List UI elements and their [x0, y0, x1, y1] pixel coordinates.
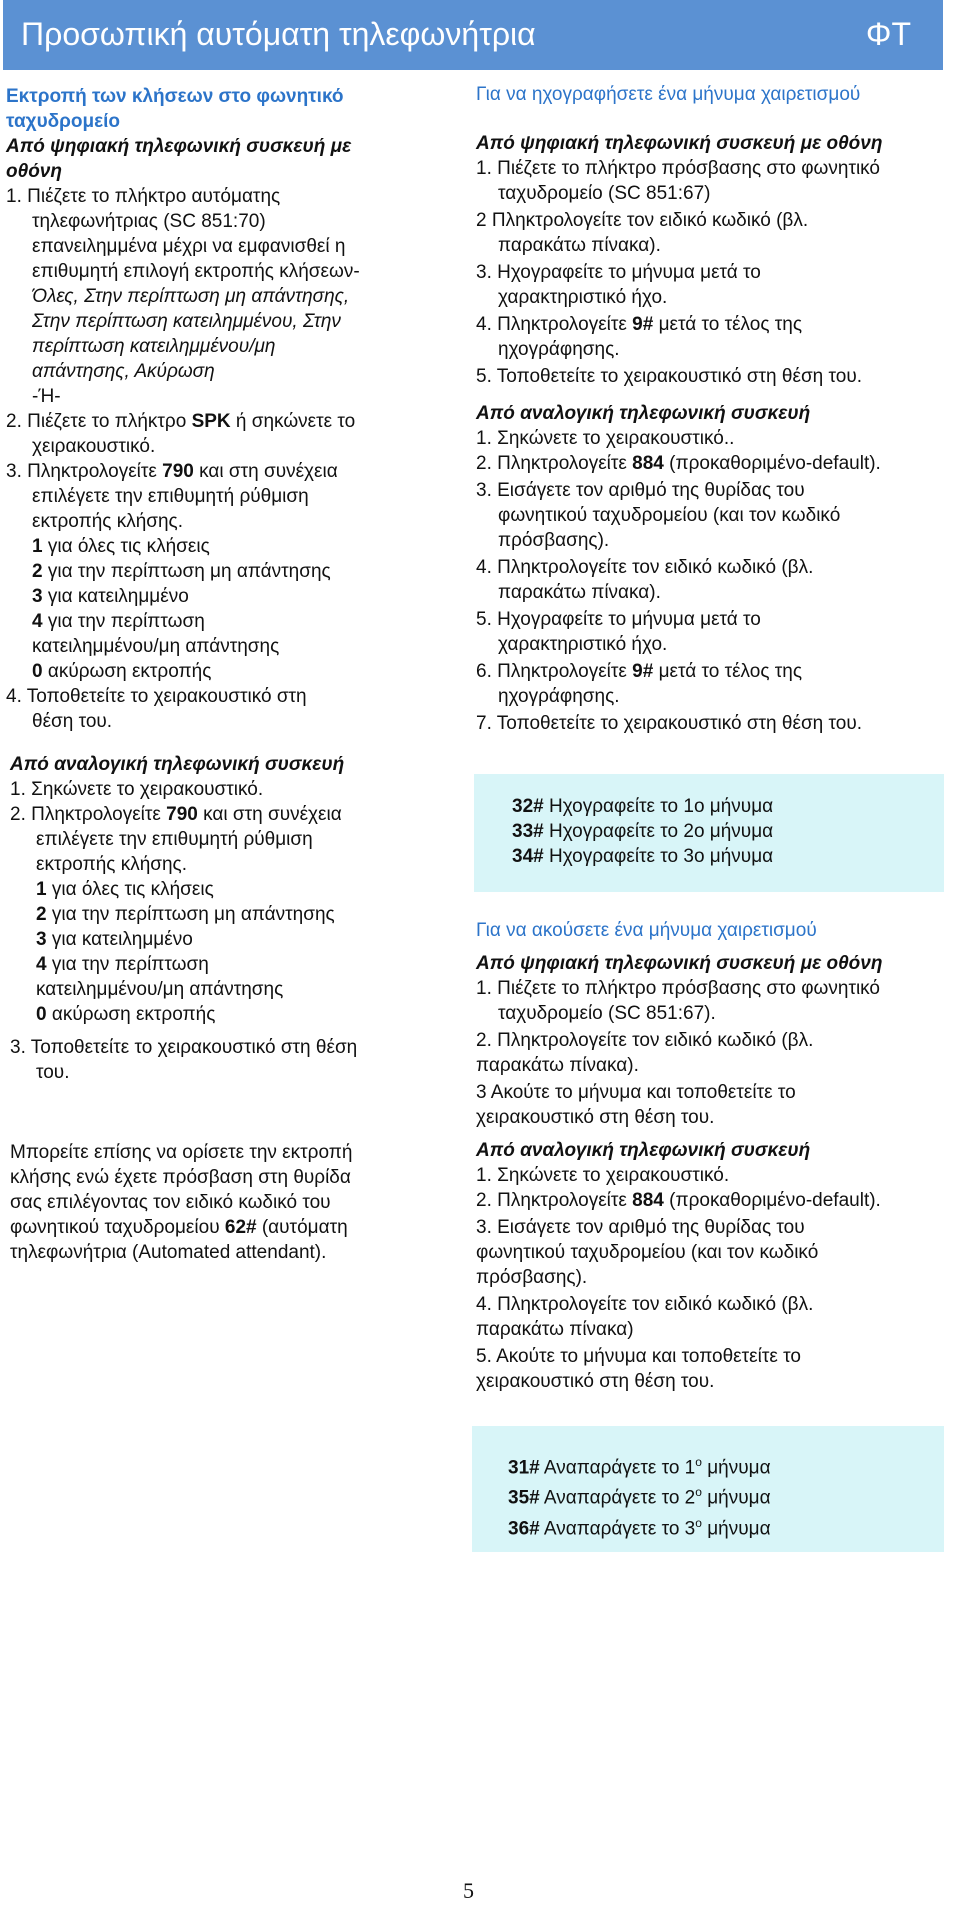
step-text: 1. Σηκώνετε το χειρακουστικό.. — [476, 428, 735, 449]
step-text: πρόσβασης). — [476, 1267, 588, 1288]
step-text: ηχογράφησης. — [498, 339, 620, 360]
step-text: 4. Πληκτρολογείτε τον ειδικό κωδικό (βλ. — [476, 557, 814, 578]
code-row: 31# Αναπαράγετε το $1^o$ μήνυμα — [508, 1455, 771, 1479]
section-title: Για να ηχογραφήσετε ένα μήνυμα χαιρετισμού — [476, 84, 861, 105]
step-text: 3. Πληκτρολογείτε 790 και στη συνέχεια — [6, 461, 338, 482]
step-text: 5. Τοποθετείτε το χειρακουστικό στη θέση του. — [476, 366, 862, 387]
section-code: ΦΤ — [865, 16, 911, 52]
step-text: παρακάτω πίνακα). — [498, 582, 661, 603]
step-text: 1. Πιέζετε το πλήκτρο πρόσβασης στο φωνητικό — [476, 978, 881, 999]
step-text: εκτροπής κλήσης. — [36, 854, 187, 875]
note-text: φωνητικού ταχυδρομείου 62# (αυτόματη — [10, 1217, 348, 1238]
step-text: 4. Πληκτρολογείτε 9# μετά το τέλος της — [476, 314, 802, 335]
playback-codes-table — [472, 1426, 944, 1552]
record-codes-table — [474, 774, 944, 892]
right-column-record — [476, 82, 946, 736]
step-text: χαρακτηριστικό ήχο. — [498, 287, 668, 308]
step-text: 3 Ακούτε το μήνυμα και τοποθετείτε το — [476, 1082, 796, 1103]
step-text: 1. Σηκώνετε το χειρακουστικό. — [10, 779, 264, 800]
subsection-title: Από ψηφιακή τηλεφωνική συσκευή με οθόνη — [476, 133, 883, 154]
step-text: παρακάτω πίνακα). — [476, 1055, 639, 1076]
option-text: 3 για κατειλημμένο — [36, 929, 193, 950]
option-text: 3 για κατειλημμένο — [32, 586, 189, 607]
step-text: 3. Εισάγετε τον αριθμό της θυρίδας του — [476, 480, 805, 501]
step-text: χειρακουστικό στη θέση του. — [476, 1371, 715, 1392]
subsection-title: Από ψηφιακή τηλεφωνική συσκευή με οθόνη — [476, 953, 883, 974]
option-text: 1 για όλες τις κλήσεις — [32, 536, 210, 557]
step-text: 3. Εισάγετε τον αριθμό της θυρίδας του — [476, 1217, 805, 1238]
option-text: 0 ακύρωση εκτροπής — [36, 1004, 216, 1025]
subsection-title: Από αναλογική τηλεφωνική συσκευή — [10, 754, 345, 775]
section-title: Για να ακούσετε ένα μήνυμα χαιρετισμού — [476, 920, 817, 941]
subsection-title: Από ψηφιακή τηλεφωνική συσκευή με — [6, 136, 352, 157]
step-text: 2. Πιέζετε το πλήκτρο SPK ή σηκώνετε το — [6, 411, 356, 432]
step-text: ταχυδρομείο (SC 851:67) — [498, 183, 711, 204]
right-column-listen — [476, 918, 946, 1394]
step-text: χαρακτηριστικό ήχο. — [498, 634, 668, 655]
subsection-title: Από αναλογική τηλεφωνική συσκευή — [476, 403, 811, 424]
note-text: κλήσης ενώ έχετε πρόσβαση στη θυρίδα — [10, 1167, 351, 1188]
step-text: χειρακουστικό στη θέση του. — [476, 1107, 715, 1128]
option-text: 0 ακύρωση εκτροπής — [32, 661, 212, 682]
left-note — [10, 1140, 450, 1265]
page-number: 5 — [463, 1878, 474, 1903]
subsection-title: Από αναλογική τηλεφωνική συσκευή — [476, 1140, 811, 1161]
step-text: απάντησης, Ακύρωση — [32, 361, 215, 382]
step-text: 2 Πληκτρολογείτε τον ειδικό κωδικό (βλ. — [476, 210, 809, 231]
step-text: επιθυμητή επιλογή εκτροπής κλήσεων- — [32, 261, 360, 282]
step-text: τηλεφωνήτριας (SC 851:70) — [32, 211, 266, 232]
option-text: 2 για την περίπτωση μη απάντησης — [36, 904, 335, 925]
step-text: 3. Ηχογραφείτε το μήνυμα μετά το — [476, 262, 761, 283]
step-text: 6. Πληκτρολογείτε 9# μετά το τέλος της — [476, 661, 802, 682]
section-title: Εκτροπή των κλήσεων στο φωνητικό — [6, 86, 344, 107]
step-text: φωνητικού ταχυδρομείου (και τον κωδικό — [476, 1242, 819, 1263]
step-text: Στην περίπτωση κατειλημμένου, Στην — [32, 311, 341, 332]
page-header — [3, 0, 943, 70]
step-text: περίπτωση κατειλημμένου/μη — [32, 336, 276, 357]
section-title: ταχυδρομείο — [6, 111, 121, 132]
step-text: παρακάτω πίνακα) — [476, 1319, 634, 1340]
step-text: πρόσβασης). — [498, 530, 610, 551]
option-text: 1 για όλες τις κλήσεις — [36, 879, 214, 900]
step-text: χειρακουστικό. — [32, 436, 156, 457]
step-text: 5. Ηχογραφείτε το μήνυμα μετά το — [476, 609, 761, 630]
step-text: 5. Ακούτε το μήνυμα και τοποθετείτε το — [476, 1346, 801, 1367]
option-text: 4 για την περίπτωση — [36, 954, 209, 975]
note-text: σας επιλέγοντας τον ειδικό κωδικό του — [10, 1192, 331, 1213]
step-text: του. — [36, 1062, 70, 1083]
option-text: 4 για την περίπτωση — [32, 611, 205, 632]
step-text: ηχογράφησης. — [498, 686, 620, 707]
step-text: 2. Πληκτρολογείτε 884 (προκαθοριμένο-default). — [476, 1190, 881, 1211]
note-text: Μπορείτε επίσης να ορίσετε την εκτροπή — [10, 1142, 353, 1163]
code-row: 32# Ηχογραφείτε το 1ο μήνυμα — [512, 796, 774, 817]
left-column — [6, 84, 446, 734]
step-text: 7. Τοποθετείτε το χειρακουστικό στη θέση του. — [476, 713, 862, 734]
subsection-title: οθόνη — [6, 161, 62, 182]
step-text: φωνητικού ταχυδρομείου (και τον κωδικό — [498, 505, 841, 526]
step-text: επανειλημμένα μέχρι να εμφανισθεί η — [32, 236, 346, 257]
step-text: επιλέγετε την επιθυμητή ρύθμιση — [36, 829, 313, 850]
step-text: 2. Πληκτρολογείτε 884 (προκαθοριμένο-default). — [476, 453, 881, 474]
page-title: Προσωπική αυτόματη τηλεφωνήτρια — [21, 16, 536, 52]
step-text: ταχυδρομείο (SC 851:67). — [498, 1003, 716, 1024]
option-text: κατειλημμένου/μη απάντησης — [36, 979, 284, 1000]
left-column-analog — [10, 752, 450, 1085]
step-text: θέση του. — [32, 711, 113, 732]
step-text: 4. Τοποθετείτε το χειρακουστικό στη — [6, 686, 307, 707]
note-text: τηλεφωνήτρια (Automated attendant). — [10, 1242, 327, 1263]
code-row: 35# Αναπαράγετε το $2^o$ μήνυμα — [508, 1485, 771, 1509]
step-text: 1. Πιέζετε το πλήκτρο πρόσβασης στο φωνητικό — [476, 158, 881, 179]
step-text: 2. Πληκτρολογείτε 790 και στη συνέχεια — [10, 804, 342, 825]
code-row: 33# Ηχογραφείτε το 2ο μήνυμα — [512, 821, 774, 842]
step-text: 2. Πληκτρολογείτε τον ειδικό κωδικό (βλ. — [476, 1030, 814, 1051]
step-text: 3. Τοποθετείτε το χειρακουστικό στη θέση — [10, 1037, 358, 1058]
code-row: 36# Αναπαράγετε το $3^o$ μήνυμα — [508, 1515, 771, 1539]
step-text: εκτροπής κλήσης. — [32, 511, 183, 532]
step-text: 1. Πιέζετε το πλήκτρο αυτόματης — [6, 186, 281, 207]
code-row: 34# Ηχογραφείτε το 3ο μήνυμα — [512, 846, 774, 867]
step-text: Όλες, Στην περίπτωση μη απάντησης, — [32, 286, 350, 307]
step-text: επιλέγετε την επιθυμητή ρύθμιση — [32, 486, 309, 507]
step-text: 1. Σηκώνετε το χειρακουστικό. — [476, 1165, 730, 1186]
or-separator: -Ή- — [32, 386, 61, 407]
option-text: κατειλημμένου/μη απάντησης — [32, 636, 280, 657]
step-text: 4. Πληκτρολογείτε τον ειδικό κωδικό (βλ. — [476, 1294, 814, 1315]
step-text: παρακάτω πίνακα). — [498, 235, 661, 256]
option-text: 2 για την περίπτωση μη απάντησης — [32, 561, 331, 582]
